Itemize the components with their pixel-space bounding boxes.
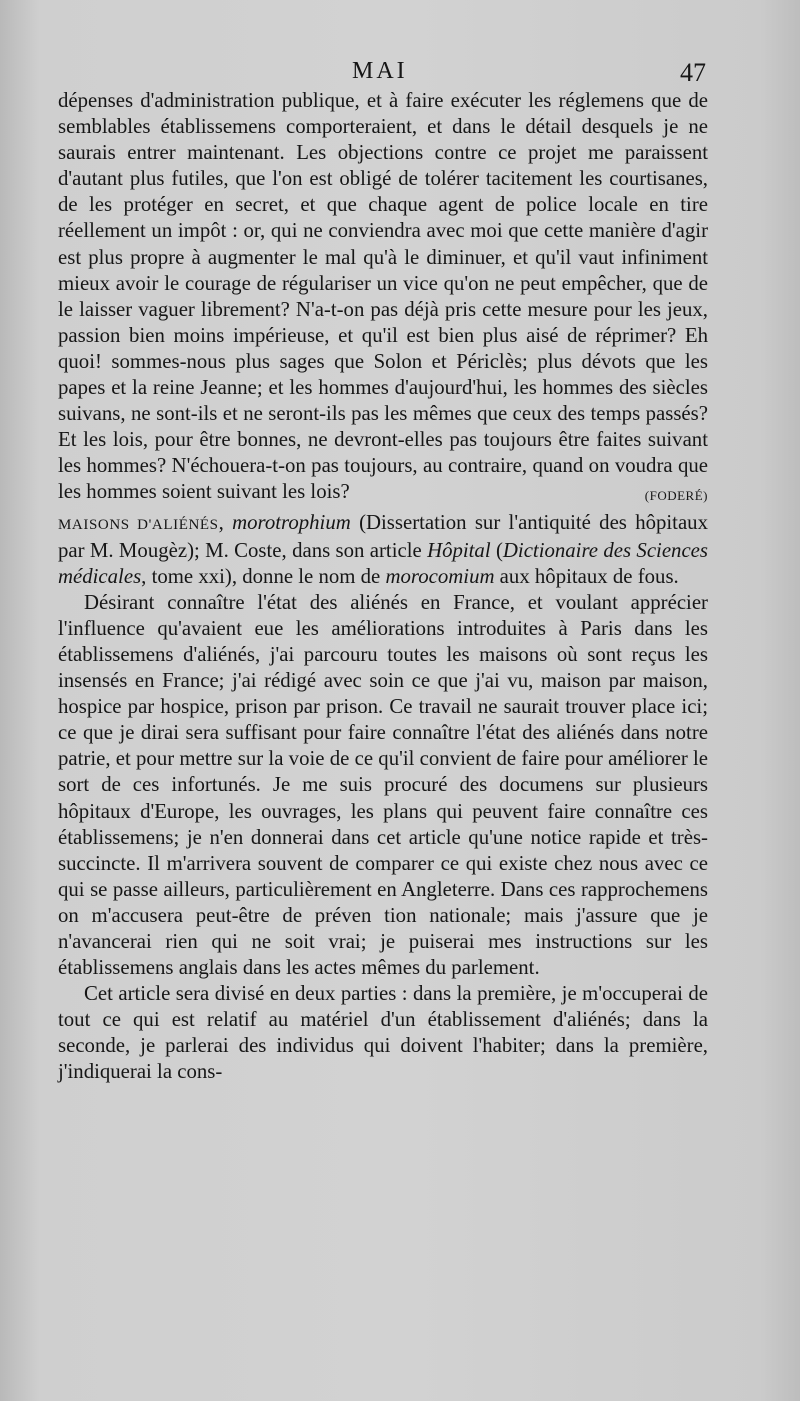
entry-text: (Dissertation sur l'antiquité des hôpitaux par M. Mougèz); M. Coste, dans son article xyxy=(58,510,708,562)
dictionary-entry xyxy=(58,510,708,590)
running-title: MAI xyxy=(352,58,408,84)
entry-text: , tome xxi), donne le nom de xyxy=(141,564,386,588)
page-number: 47 xyxy=(680,58,706,87)
body-text xyxy=(58,88,708,1086)
paragraph: Cet article sera divisé en deux parties : dans la première, je m'occuperai de tout ce qui est relatif au matériel d'un établissement d'aliénés; dans la seconde, je parlerai des individus qui doivent l'habiter; dans la première, j'indiquerai la cons- xyxy=(58,982,708,1084)
entry-dictionary-title: Dictionaire des Sciences médicales xyxy=(58,538,709,588)
entry-text: aux hôpitaux de fous. xyxy=(494,564,679,588)
entry-article-title: Hôpital xyxy=(427,538,491,562)
paragraph-text: dépenses d'administration publique, et à faire exécuter les réglemens que de semblables établissemens comporteraient, et dans le détail desquels je ne saurais entrer maintenant. Les objections contre ce projet me paraissent d'autant plus futiles, que l'on est obligé de tolérer tacitement les courtisanes, de les protéger en secret, et que chaque agent de police locale en tire réellement un impôt : or, qui ne conviendra avec moi que cette manière d'agir est plus propre à augmenter le mal qu'à le diminuer, et qu'il vaut infiniment mieux avoir le courage de régulariser un vice qu'on ne peut empêcher, que de le laisser vaguer librement? N'a-t-on pas déjà pris cette mesure pour les jeux, passion bien moins impérieuse, et qu'il est bien plus aisé de réprimer? Eh quoi! sommes-nous plus sages que Solon et Périclès; plus dévots que les papes et la reine Jeanne; et les hommes d'aujourd'hui, les hommes des siècles suivans, ne sont-ils et ne seront-ils pas les mêmes que ceux des temps passés? Et les lois, pour être bonnes, ne devront-elles pas toujours être faites suivant les hommes? N'échouera-t-on pas toujours, au contraire, quand on voudra que les hommes soient suivant les lois? xyxy=(58,89,708,504)
entry-term: morotrophium xyxy=(232,510,351,534)
attribution: (FODERÉ) xyxy=(644,488,708,504)
paragraph-continuation xyxy=(58,88,708,506)
entry-term: morocomium xyxy=(385,564,495,588)
entry-text: ( xyxy=(490,538,503,562)
paragraph: Désirant connaître l'état des aliénés en France, et voulant apprécier l'influence qu'avaient eue les améliorations introduites à Paris dans les établissemens d'aliénés, j'ai parcouru toutes les maisons où sont reçus les insensés en France; j'ai rédigé avec soin ce que j'ai vu, maison par maison, hospice par hospice, prison par prison. Ce travail ne saurait trouver place ici; ce que je dirai sera suffisant pour faire connaître l'état des aliénés dans notre patrie, et pour mettre sur la voie de ce qu'il convient de faire pour améliorer le sort de ces infortunés. Je me suis procuré des documens sur plusieurs hôpitaux d'Europe, les ouvrages, les plans qui peuvent faire connaître ces établissemens; je n'en donnerai dans cet article qu'une notice rapide et très-succincte. Il m'arrivera souvent de comparer ce qui existe chez nous avec ce qui se passe ailleurs, particulièrement en Angleterre. Dans ces rapprochemens on m'accusera peut-être de préven tion nationale; mais j'assure que je n'avancerai rien qui ne soit vrai; je puiserai mes instructions sur les établissemens anglais dans les actes mêmes du parlement. xyxy=(58,590,708,980)
entry-separator: , xyxy=(218,510,233,534)
entry-heading: MAISONS D'ALIÉNÉS xyxy=(58,516,219,533)
